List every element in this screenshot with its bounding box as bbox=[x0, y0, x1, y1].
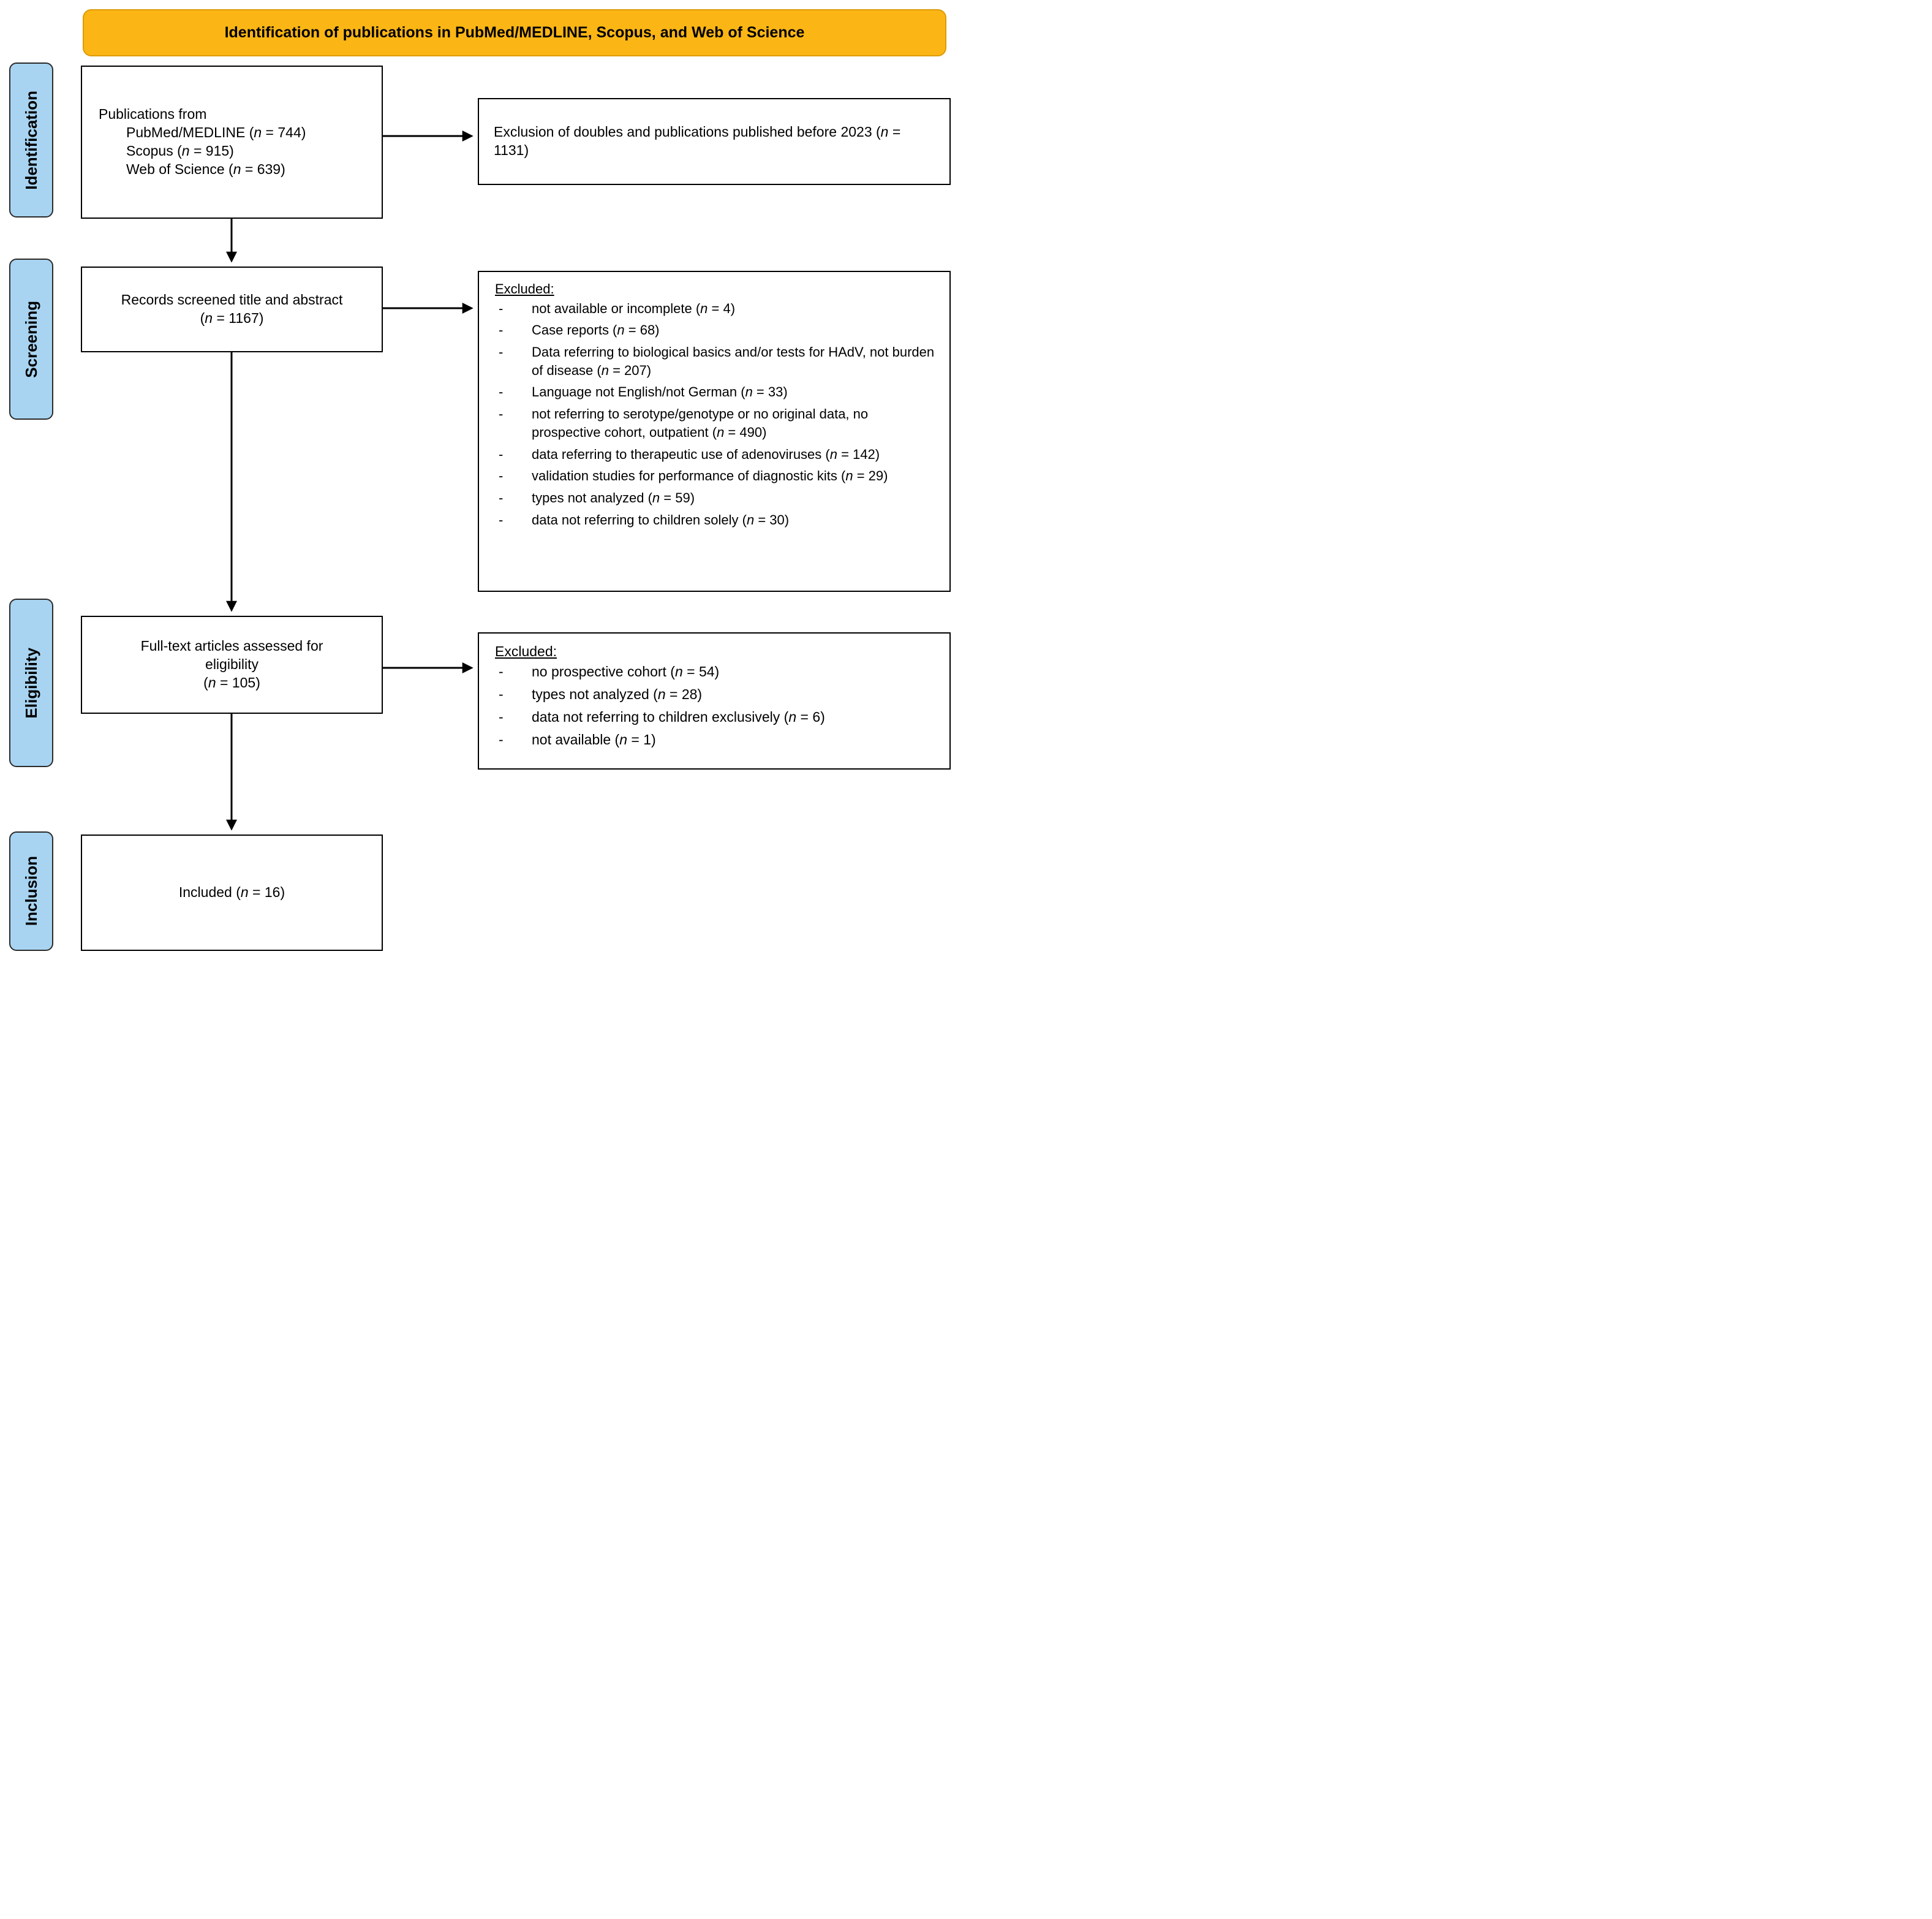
excluded-screening-item: - types not analyzed (n = 59) bbox=[495, 489, 940, 507]
excluded-screening-list bbox=[495, 300, 940, 529]
stage-label-identification bbox=[9, 62, 53, 218]
records-screened-count: (n = 1167) bbox=[200, 310, 264, 326]
publications-intro: Publications from bbox=[99, 106, 207, 123]
excluded-screening-item: - Language not English/not German (n = 33) bbox=[495, 383, 940, 401]
publication-source: Scopus (n = 915) bbox=[126, 143, 234, 159]
stage-label-text: Eligibility bbox=[21, 647, 40, 719]
excluded-screening-item: - Case reports (n = 68) bbox=[495, 321, 940, 339]
excluded-eligibility-item: - data not referring to children exclusively (n = 6) bbox=[495, 708, 940, 727]
publication-source: PubMed/MEDLINE (n = 744) bbox=[126, 124, 306, 141]
box-excluded-screening bbox=[478, 271, 951, 592]
excluded-screening-title: Excluded: bbox=[495, 281, 554, 297]
box-records-screened bbox=[81, 267, 383, 352]
stage-label-inclusion bbox=[9, 831, 53, 951]
prisma-flow-diagram bbox=[0, 0, 966, 960]
fulltext-text: Full-text articles assessed for eligibility bbox=[140, 638, 323, 673]
box-excluded-eligibility bbox=[478, 632, 951, 770]
stage-label-screening bbox=[9, 259, 53, 420]
excluded-screening-item: - data not referring to children solely (n = 30) bbox=[495, 511, 940, 529]
stage-label-text: Inclusion bbox=[21, 856, 40, 926]
excluded-eligibility-item: - types not analyzed (n = 28) bbox=[495, 685, 940, 704]
included-text: Included (n = 16) bbox=[178, 884, 285, 901]
excluded-screening-item: - data referring to therapeutic use of adenoviruses (n = 142) bbox=[495, 445, 940, 464]
diagram-title: Identification of publications in PubMed/MEDLINE, Scopus, and Web of Science bbox=[224, 24, 805, 41]
records-screened-text: Records screened title and abstract bbox=[121, 292, 343, 308]
box-included bbox=[81, 835, 383, 951]
excluded-screening-item: - Data referring to biological basics and/or tests for HAdV, not burden of disease (n = 207) bbox=[495, 343, 940, 379]
exclusion-doubles-text: Exclusion of doubles and publications published before 2023 (n = 1131) bbox=[494, 124, 901, 158]
box-fulltext-assessed bbox=[81, 616, 383, 714]
excluded-eligibility-title: Excluded: bbox=[495, 643, 557, 659]
excluded-screening-item: - not available or incomplete (n = 4) bbox=[495, 300, 940, 318]
publications-list bbox=[126, 124, 382, 179]
fulltext-count: (n = 105) bbox=[203, 674, 260, 691]
box-exclusion-doubles bbox=[478, 98, 951, 185]
excluded-eligibility-item: - not available (n = 1) bbox=[495, 730, 940, 749]
diagram-title-banner bbox=[83, 9, 946, 56]
excluded-screening-item: - validation studies for performance of diagnostic kits (n = 29) bbox=[495, 467, 940, 485]
stage-label-text: Identification bbox=[21, 90, 40, 190]
stage-label-eligibility bbox=[9, 599, 53, 767]
excluded-eligibility-list bbox=[495, 662, 940, 749]
excluded-eligibility-item: - no prospective cohort (n = 54) bbox=[495, 662, 940, 681]
stage-label-text: Screening bbox=[21, 300, 40, 378]
excluded-screening-item: - not referring to serotype/genotype or no original data, no prospective cohort, outpatient (n = 490) bbox=[495, 405, 940, 441]
box-publications bbox=[81, 66, 383, 219]
publication-source: Web of Science (n = 639) bbox=[126, 161, 285, 177]
